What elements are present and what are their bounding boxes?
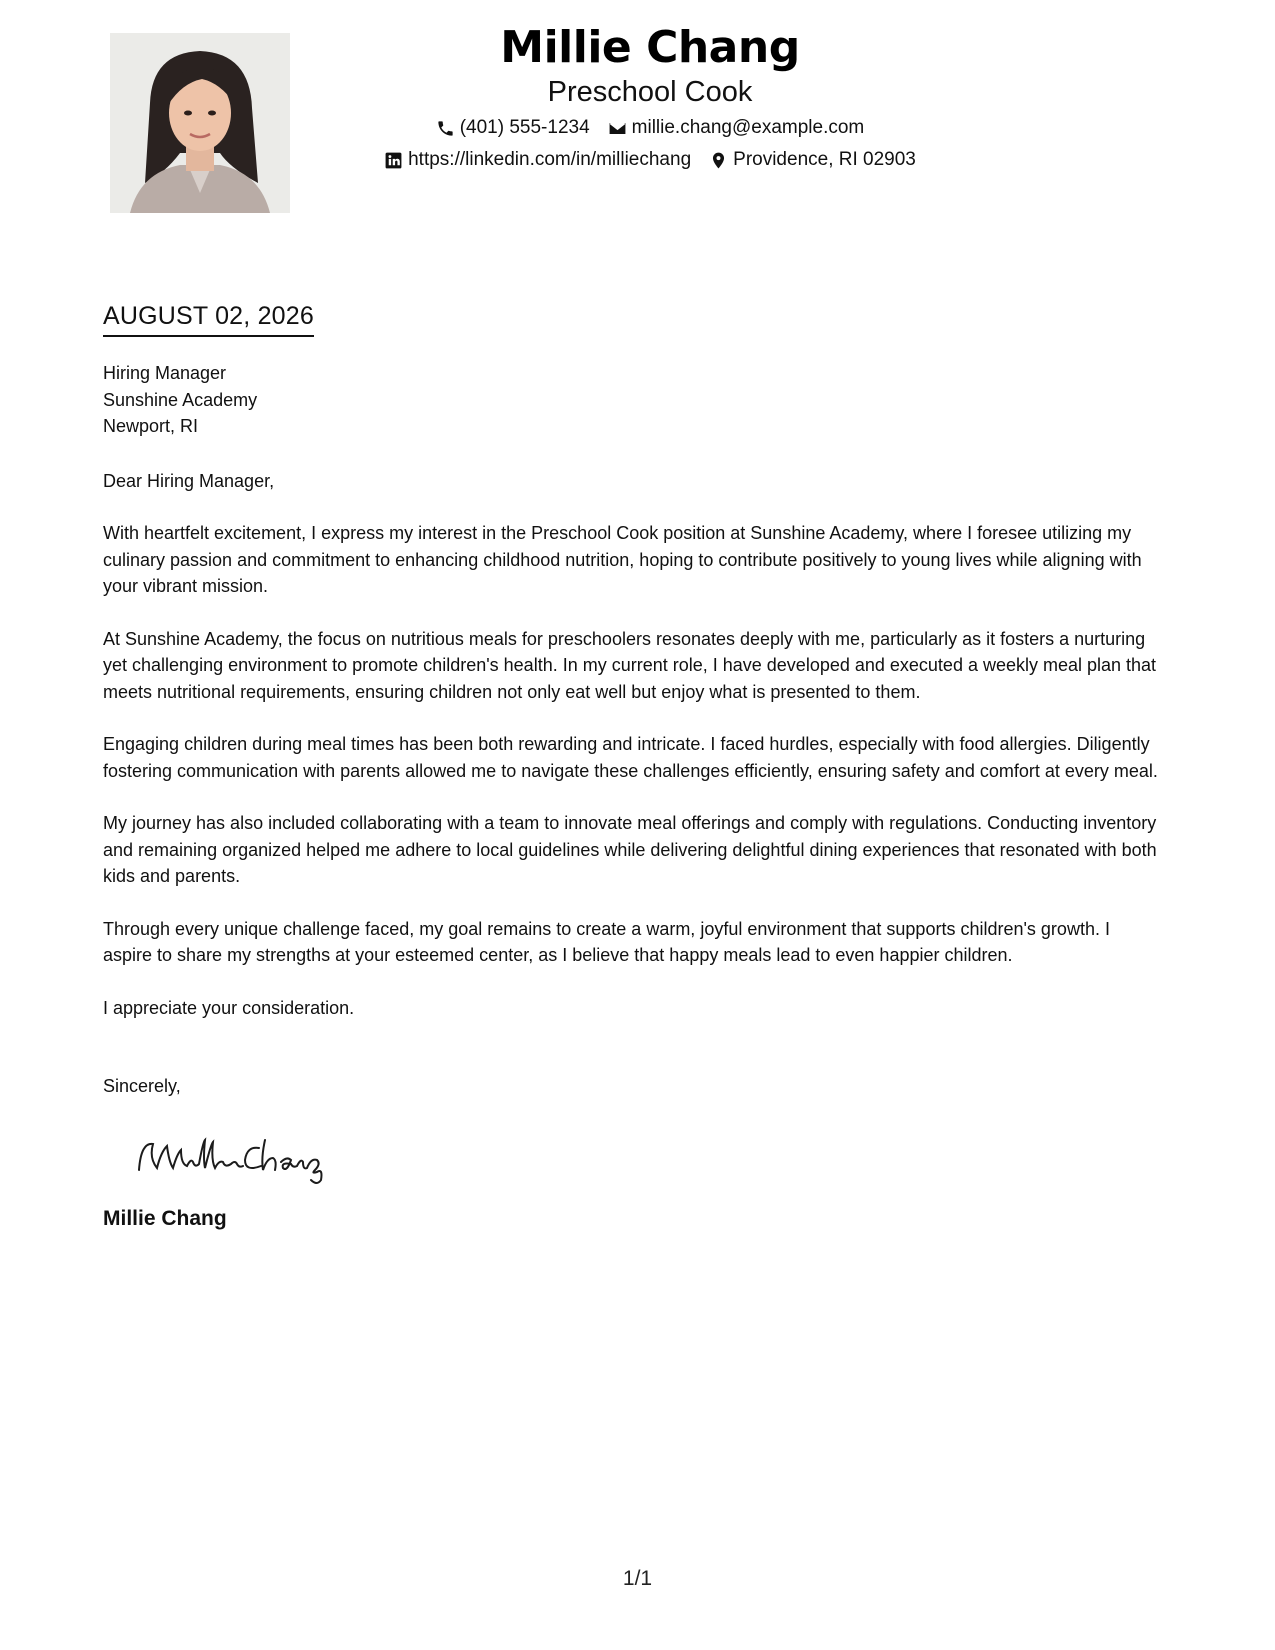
body-paragraph: I appreciate your consideration. bbox=[103, 997, 355, 1018]
envelope-icon bbox=[608, 119, 627, 138]
salutation: Dear Hiring Manager, bbox=[103, 470, 275, 491]
letter-header bbox=[340, 20, 960, 172]
recipient-block bbox=[103, 360, 1163, 440]
signer-name: Millie Chang bbox=[103, 1206, 227, 1230]
letter-date: AUGUST 02, 2026 bbox=[103, 298, 314, 337]
body-paragraph: Engaging children during meal times has been both rewarding and intricate. I faced hurdles, especially with food allergies. Diligently fostering communication with parents allowed me to navigate these challenges efficiently, ensuring safety and comfort at every meal. bbox=[103, 734, 1158, 781]
linkedin-text[interactable]: https://linkedin.com/in/milliechang bbox=[408, 149, 692, 170]
email-contact[interactable] bbox=[608, 116, 865, 140]
phone-text: (401) 555-1234 bbox=[459, 117, 590, 138]
phone-icon bbox=[436, 119, 455, 138]
job-title: Preschool Cook bbox=[547, 76, 753, 108]
closing: Sincerely, bbox=[103, 1076, 181, 1096]
contact-row-secondary bbox=[340, 148, 960, 172]
linkedin-contact[interactable] bbox=[384, 148, 691, 172]
body-paragraph: Through every unique challenge faced, my goal remains to create a warm, joyful environment that supports children's growth. I aspire to share my strengths at your esteemed center, as I believe that happy meals lead to even happier children. bbox=[103, 918, 1110, 965]
handwritten-signature bbox=[131, 1128, 361, 1188]
map-marker-icon bbox=[709, 151, 728, 170]
body-paragraph: At Sunshine Academy, the focus on nutritious meals for preschoolers resonates deeply with me, particularly as it fosters a nurturing yet challenging environment to promote children's health. In my current role, I have developed and executed a weekly meal plan that meets nutritional requirements, ensuring children not only eat well but enjoy what is presented to them. bbox=[103, 628, 1157, 702]
location-contact bbox=[709, 148, 916, 172]
contact-row-primary bbox=[340, 116, 960, 140]
recipient-company: Sunshine Academy bbox=[103, 389, 258, 410]
body-paragraph: With heartfelt excitement, I express my interest in the Preschool Cook position at Sunshine Academy, where I foresee utilizing my culinary passion and commitment to enhancing childhood nutrition, hoping to contribute positively to young lives while aligning with your vibrant mission. bbox=[103, 523, 1142, 596]
phone-contact bbox=[436, 116, 590, 140]
location-text: Providence, RI 02903 bbox=[733, 149, 916, 170]
email-text[interactable]: millie.chang@example.com bbox=[631, 117, 865, 138]
letter-body bbox=[103, 360, 1163, 1232]
recipient-title: Hiring Manager bbox=[103, 363, 227, 383]
linkedin-icon bbox=[384, 151, 403, 170]
applicant-name: Millie Chang bbox=[500, 22, 800, 73]
recipient-location: Newport, RI bbox=[103, 416, 199, 436]
body-paragraph: My journey has also included collaborating with a team to innovate meal offerings and comply with regulations. Conducting inventory and remaining organized helped me adhere to local guidelines while delivering delightful dining experiences that resonated with both kids and parents. bbox=[103, 813, 1157, 886]
profile-photo bbox=[110, 33, 290, 213]
page-number: 1/1 bbox=[622, 1567, 653, 1590]
